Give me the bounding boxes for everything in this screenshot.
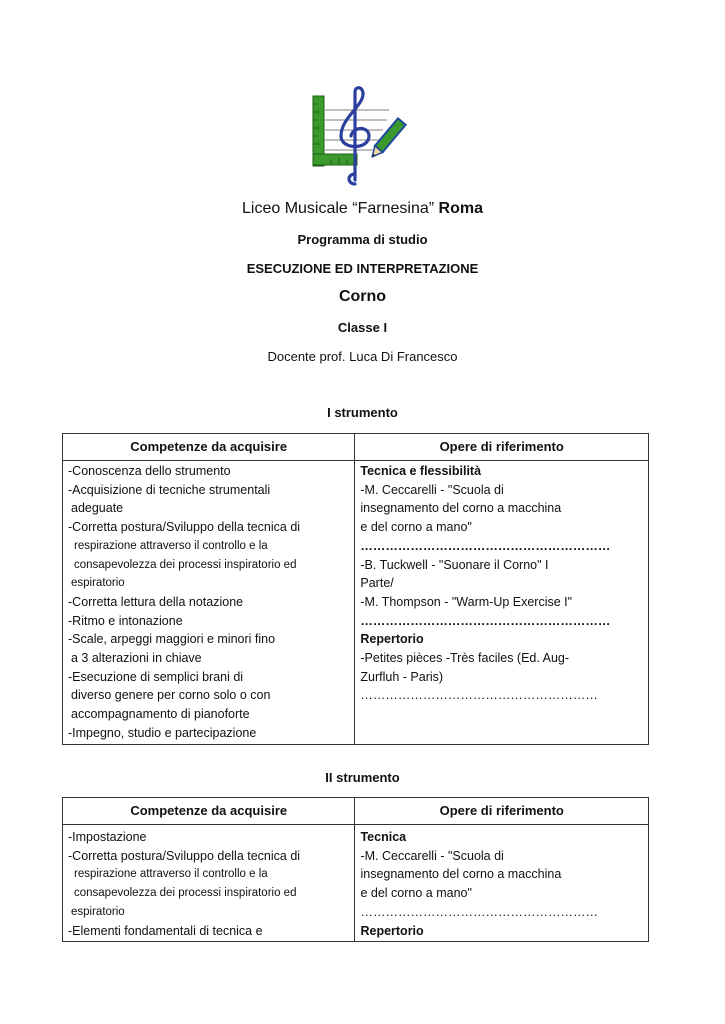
list-item: -Corretta postura/Sviluppo della tecnica di — [68, 520, 301, 535]
list-item: -Conoscenza dello strumento — [68, 464, 231, 478]
teacher-name: Docente prof. Luca Di Francesco — [267, 349, 458, 364]
list-item: -Impegno, studio e partecipazione — [68, 725, 257, 740]
subheading-repertorio: Repertorio — [360, 923, 424, 938]
list-item: insegnamento del corno a macchina — [360, 867, 562, 882]
list-item: -Scale, arpeggi maggiori e minori fino — [68, 632, 276, 647]
list-item: -Impostazione — [68, 830, 147, 844]
list-item: consapevolezza dei processi inspiratorio ed — [74, 887, 297, 900]
list-item: -Acquisizione di tecniche strumentali — [68, 482, 271, 497]
list-item: consapevolezza dei processi inspiratorio ed — [74, 558, 297, 571]
table-row — [63, 461, 649, 745]
list-item: respirazione attraverso il controllo e la — [74, 868, 268, 881]
school-city: Roma — [438, 200, 483, 217]
subject-title: ESECUZIONE ED INTERPRETAZIONE — [246, 261, 479, 276]
list-item: accompagnamento di pianoforte — [71, 707, 250, 722]
dotted-separator: ………………………………………………… — [360, 904, 598, 919]
list-item: e del corno a mano" — [360, 520, 472, 535]
school-name-text: Liceo Musicale “Farnesina” — [242, 200, 435, 217]
list-item: a 3 alterazioni in chiave — [71, 651, 202, 666]
dotted-separator: …………………………………………………… — [360, 538, 611, 553]
list-item: -Esecuzione di semplici brani di — [68, 669, 244, 684]
list-item: respirazione attraverso il controllo e la — [74, 539, 268, 552]
section-title-second-instrument: II strumento — [325, 770, 400, 785]
table-header-row — [63, 434, 649, 461]
subheading-tecnica: Tecnica e flessibilità — [360, 464, 482, 478]
competenze-cell — [63, 825, 355, 942]
list-item: -Corretta lettura della notazione — [68, 594, 244, 609]
list-item: -Elementi fondamentali di tecnica e — [68, 923, 263, 938]
dotted-separator: ………………………………………………… — [360, 688, 598, 703]
list-item: -B. Tuckwell - "Suonare il Corno" I — [360, 557, 549, 572]
list-item: adeguate — [71, 501, 124, 516]
list-item: diverso genere per corno solo o con — [71, 688, 271, 703]
subheading-tecnica: Tecnica — [360, 830, 407, 844]
list-item: -M. Thompson - "Warm-Up Exercise I" — [360, 594, 573, 609]
list-item: Zurfluh - Paris) — [360, 669, 444, 684]
column-header-competenze: Competenze da acquisire — [63, 798, 355, 825]
list-item: -Petites pièces -Très faciles (Ed. Aug- — [360, 651, 570, 666]
list-item: espiratorio — [71, 905, 125, 918]
competenze-cell — [63, 461, 355, 745]
second-instrument-table — [62, 797, 649, 942]
section-title-first-instrument: I strumento — [327, 405, 398, 420]
class-title: Classe I — [337, 320, 388, 335]
opere-cell — [355, 825, 649, 942]
column-header-opere: Opere di riferimento — [355, 798, 649, 825]
list-item: insegnamento del corno a macchina — [360, 501, 562, 516]
list-item: e del corno a mano" — [360, 886, 472, 901]
list-item: -Ritmo e intonazione — [68, 613, 183, 628]
opere-cell — [355, 461, 649, 745]
list-item: -M. Ceccarelli - "Scuola di — [360, 848, 504, 863]
first-instrument-table — [62, 433, 649, 745]
school-logo-icon — [311, 84, 415, 190]
column-header-opere: Opere di riferimento — [355, 434, 649, 461]
dotted-separator: …………………………………………………… — [360, 613, 611, 628]
subheading-repertorio: Repertorio — [360, 632, 424, 647]
column-header-competenze: Competenze da acquisire — [63, 434, 355, 461]
school-name — [0, 200, 725, 218]
instrument-title: Corno — [338, 288, 387, 305]
table-row — [63, 825, 649, 942]
table-header-row — [63, 798, 649, 825]
list-item: espiratorio — [71, 577, 125, 590]
program-title: Programma di studio — [297, 232, 428, 247]
list-item: -Corretta postura/Sviluppo della tecnica di — [68, 848, 301, 863]
list-item: Parte/ — [360, 576, 394, 591]
list-item: -M. Ceccarelli - "Scuola di — [360, 482, 504, 497]
